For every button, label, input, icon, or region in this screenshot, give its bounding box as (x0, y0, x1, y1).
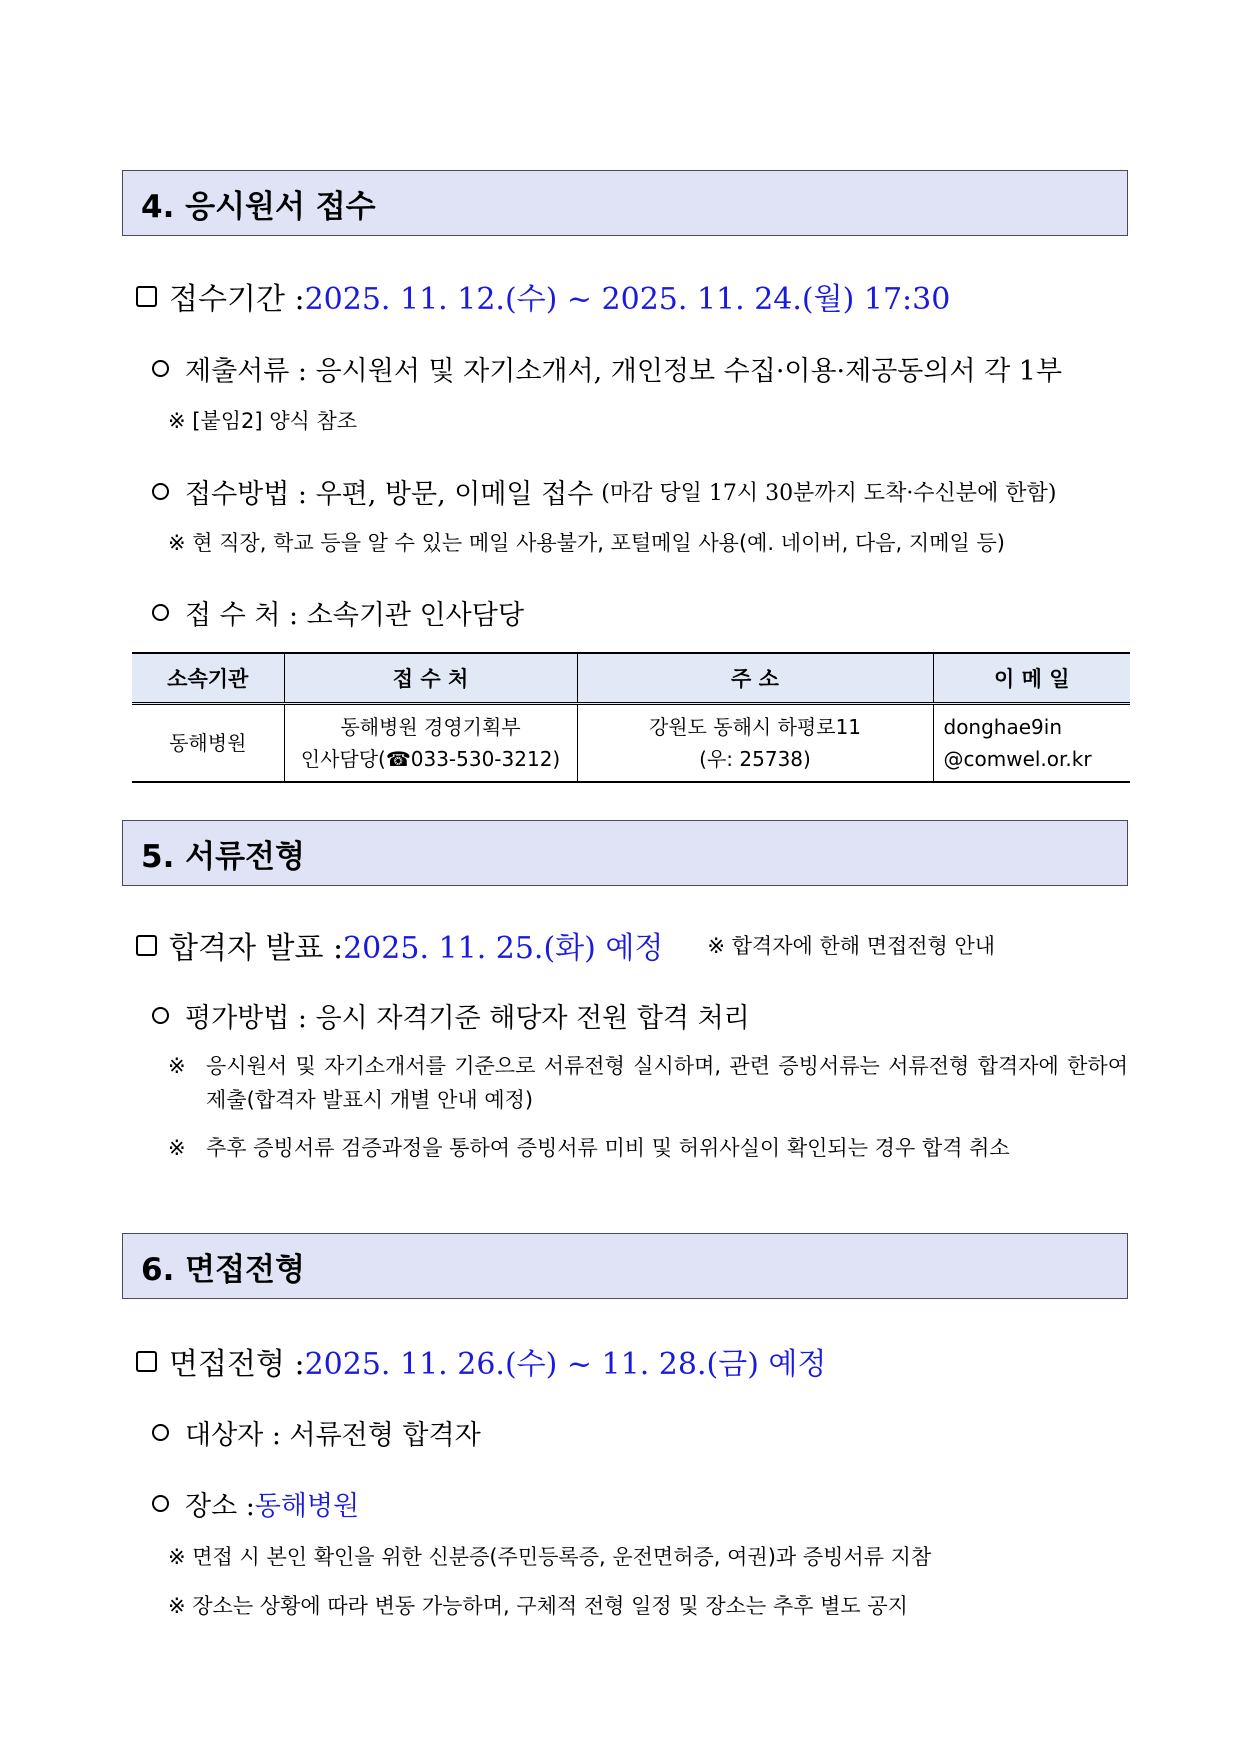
reception-table (132, 652, 1130, 783)
table-header-address: 주 소 (577, 653, 933, 704)
circle-bullet-icon (152, 1007, 169, 1024)
interview-schedule-value: 2025. 11. 26.(수) ~ 11. 28.(금) 예정 (304, 1347, 827, 1382)
submission-docs-note: ※ [붙임2] 양식 참조 (168, 409, 358, 433)
address-line-2: (우: 25738) (699, 747, 811, 771)
email-line-1: donghae9in (943, 715, 1062, 739)
submission-docs-text: 제출서류 : 응시원서 및 자기소개서, 개인정보 수집·이용·제공동의서 각 1부 (185, 356, 1063, 387)
table-header-office: 접 수 처 (284, 653, 577, 704)
section-6-title: 6. 면접전형 (141, 1251, 305, 1288)
checkbox-square-icon (136, 935, 157, 956)
office-line-1: 동해병원 경영기획부 (340, 715, 521, 739)
interview-note-2: ※ 장소는 상황에 따라 변동 가능하며, 구체적 전형 일정 및 장소는 추후 별도 공지 (168, 1594, 908, 1618)
section-5-header (122, 820, 1128, 886)
address-line-1: 강원도 동해시 하평로11 (648, 715, 862, 739)
submission-docs (152, 349, 1062, 388)
evaluation-note-1-text: 응시원서 및 자기소개서를 기준으로 서류전형 실시하며, 관련 증빙서류는 서류전형 합격자에 한하여 제출(합격자 발표시 개별 안내 예정) (206, 1054, 1128, 1112)
reception-method (152, 472, 1056, 511)
reception-method-small: (마감 당일 17시 30분까지 도착·수신분에 한함) (601, 481, 1057, 506)
pass-announcement-value: 2025. 11. 25.(화) 예정 (343, 931, 664, 966)
interview-place-label: 장소 : (185, 1491, 255, 1522)
evaluation-note-1 (168, 1049, 1128, 1117)
checkbox-square-icon (136, 286, 157, 307)
office-line-2: 인사담당(☎033-530-3212) (300, 747, 561, 771)
circle-bullet-icon (152, 1424, 169, 1441)
interview-note-1: ※ 면접 시 본인 확인을 위한 신분증(주민등록증, 운전면허증, 여권)과 증빙서류 지참 (168, 1545, 932, 1569)
table-header-row (132, 653, 1130, 704)
evaluation-method (152, 996, 750, 1035)
interview-place (152, 1484, 359, 1523)
circle-bullet-icon (152, 604, 169, 621)
pass-announcement-note: ※ 합격자에 한해 면접전형 안내 (707, 934, 996, 958)
evaluation-method-text: 평가방법 : 응시 자격기준 해당자 전원 합격 처리 (185, 1003, 750, 1034)
section-4-header (122, 170, 1128, 236)
reception-period (136, 274, 950, 318)
table-cell-org: 동해병원 (132, 704, 284, 783)
interview-schedule (136, 1339, 826, 1383)
evaluation-note-2-text: 추후 증빙서류 검증과정을 통하여 증빙서류 미비 및 허위사실이 확인되는 경우 합격 취소 (206, 1136, 1010, 1160)
section-6-header (122, 1233, 1128, 1299)
email-line-2: @comwel.or.kr (943, 747, 1092, 771)
reception-period-value: 2025. 11. 12.(수) ~ 2025. 11. 24.(월) 17:30 (304, 282, 951, 317)
table-cell-office (284, 704, 577, 783)
reception-method-note: ※ 현 직장, 학교 등을 알 수 있는 메일 사용불가, 포털메일 사용(예. 네이버, 다음, 지메일 등) (168, 531, 1005, 555)
note-mark: ※ (168, 1136, 186, 1160)
section-5-title: 5. 서류전형 (141, 838, 305, 875)
section-4-title: 4. 응시원서 접수 (141, 188, 376, 225)
note-mark: ※ (168, 1054, 186, 1078)
reception-place-text: 접 수 처 : 소속기관 인사담당 (185, 600, 524, 631)
interview-target (152, 1413, 481, 1452)
table-header-org: 소속기관 (132, 653, 284, 704)
circle-bullet-icon (152, 1495, 169, 1512)
circle-bullet-icon (152, 360, 169, 377)
interview-target-text: 대상자 : 서류전형 합격자 (185, 1420, 481, 1451)
table-cell-address (577, 704, 933, 783)
reception-period-label: 접수기간 : (169, 282, 305, 317)
reception-method-text: 접수방법 : 우편, 방문, 이메일 접수 (185, 479, 594, 510)
reception-place (152, 593, 524, 632)
checkbox-square-icon (136, 1351, 157, 1372)
table-row (132, 704, 1130, 783)
pass-announcement-label: 합격자 발표 : (169, 931, 344, 966)
interview-place-value: 동해병원 (254, 1491, 360, 1522)
pass-announcement (136, 923, 995, 967)
table-header-email: 이 메 일 (933, 653, 1130, 704)
circle-bullet-icon (152, 483, 169, 500)
interview-schedule-label: 면접전형 : (169, 1347, 305, 1382)
table-cell-email (933, 704, 1130, 783)
evaluation-note-2 (168, 1131, 1128, 1165)
